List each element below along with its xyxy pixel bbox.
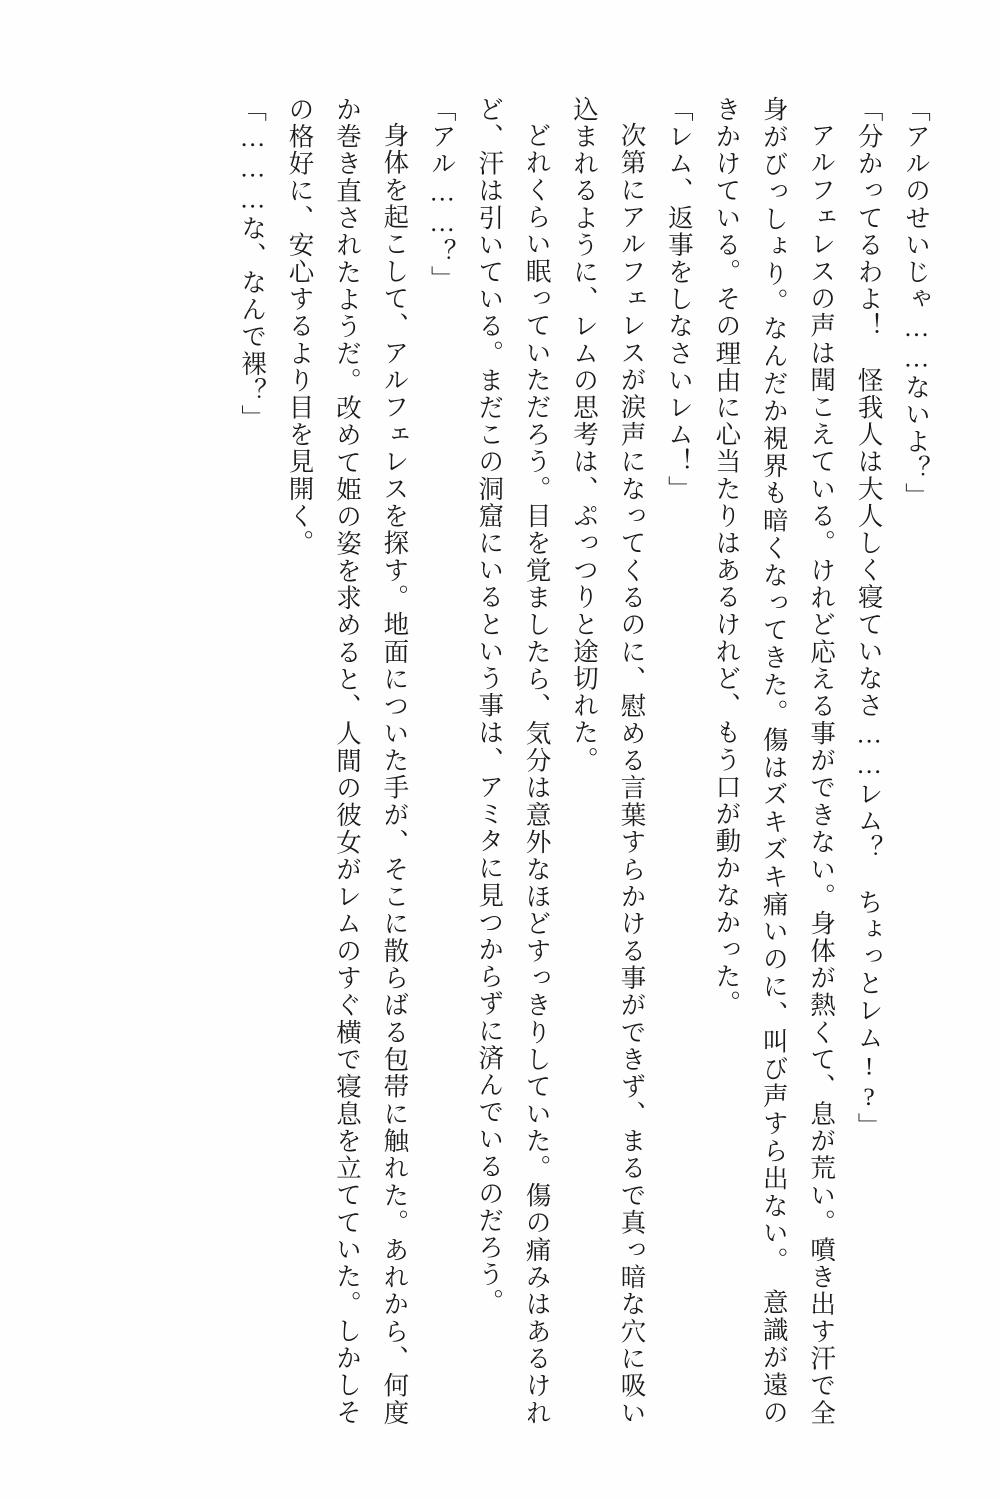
paragraph-9: 「………な、なんで裸？」: [238, 96, 268, 432]
paragraph-1: 「アルのせいじゃ……ないよ？」: [902, 96, 931, 510]
paragraph-3: アルフェレスの声は聞こえている。けれど応える事ができない。身体が熱くて、息が荒い。噴き出す汗で全身がびっしょり。なんだか視界も暗くなってきた。傷はズキズキ痛いのに、叫び声すら出ない。 意識が遠のきかけている。その理由に心当たりはあるけれど、もう口が動かなかった。: [712, 96, 837, 1426]
paragraph-7: 「アル……？」: [427, 96, 457, 293]
paragraph-6: どれくらい眠っていただろう。目を覚ましたら、気分は意外なほどすっきりしていた。傷の痛みはあるけれど、汗は引いている。まだこの洞窟にいるという事は、アミタに見つからずに済んでいるのだろう。: [475, 96, 552, 1426]
novel-body-vertical-text: [60, 96, 940, 1426]
paragraph-2: 「分かってるわよ！ 怪我人は大人しく寝ていなさ……レム？ ちょっとレム!?」: [854, 96, 884, 1140]
paragraph-8: 身体を起こして、アルフェレスを探す。地面についた手が、そこに散らばる包帯に触れた。あれから、何度か巻き直されたようだ。改めて姫の姿を求めると、人間の彼女がレムのすぐ横で寝息を立てていた。しかしその格好に、安心するより目を見開く。: [285, 96, 410, 1426]
paragraph-4: 「レム、返事をしなさいレム！」: [664, 96, 694, 503]
paragraph-5: 次第にアルフェレスが涙声になってくるのに、慰める言葉すらかける事ができず、まるで真っ暗な穴に吸い込まれるように、レムの思考は、ぷっつりと途切れた。: [570, 96, 647, 1426]
